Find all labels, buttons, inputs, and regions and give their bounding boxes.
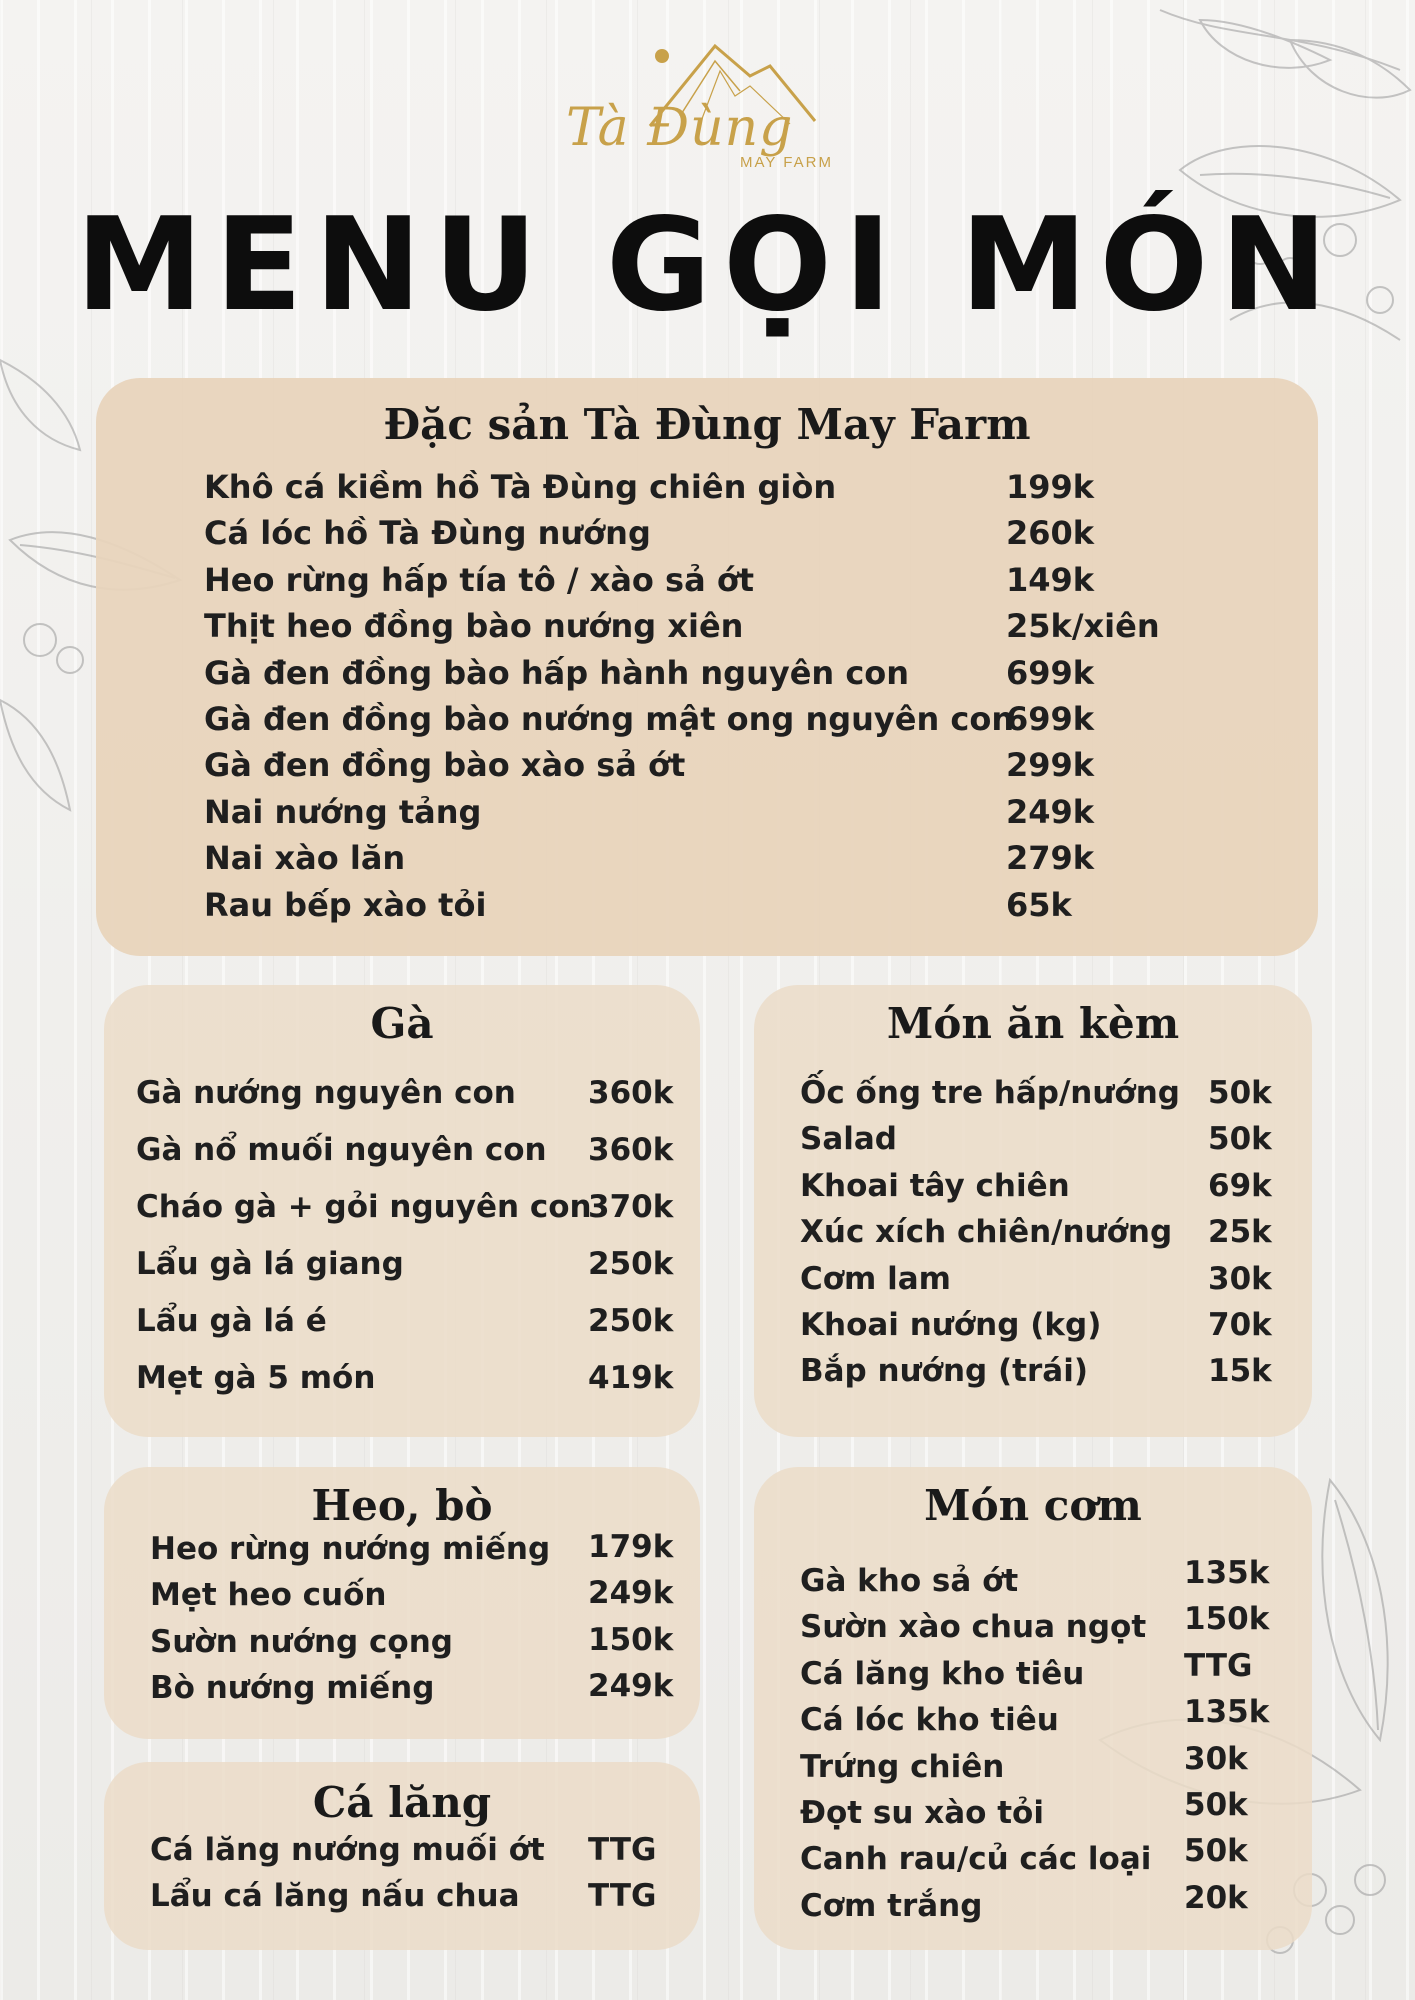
menu-item-name: Salad [800, 1121, 897, 1158]
menu-item-price: 65k [1006, 885, 1072, 924]
menu-item-price: 150k [1184, 1601, 1270, 1638]
section-heo-bo [104, 1467, 700, 1739]
menu-item-price: 149k [1006, 560, 1095, 599]
menu-item-name: Heo rừng hấp tía tô / xào sả ớt [204, 560, 755, 599]
sun-dot-icon [655, 49, 669, 63]
menu-item-price: 699k [1006, 653, 1095, 692]
menu-item-name: Thịt heo đồng bào nướng xiên [204, 607, 744, 646]
menu-item-price: TTG [588, 1832, 657, 1868]
menu-item-row [754, 1121, 1312, 1161]
menu-item-row [96, 607, 1318, 647]
menu-item-row [754, 1647, 1312, 1696]
menu-item-name: Mẹt gà 5 món [136, 1360, 376, 1396]
menu-item-name: Bò nướng miếng [150, 1670, 435, 1707]
menu-item-name: Cơm trắng [800, 1887, 983, 1924]
menu-item-price: 50k [1208, 1075, 1272, 1111]
menu-item-row [104, 1621, 700, 1664]
menu-item-row [104, 1303, 700, 1343]
menu-item-name: Ốc ống tre hấp/nướng [800, 1075, 1180, 1111]
menu-item-name: Khoai tây chiên [800, 1167, 1070, 1204]
menu-item-row [754, 1075, 1312, 1115]
menu-item-name: Gà kho sả ớt [800, 1563, 1019, 1599]
menu-item-row [754, 1833, 1312, 1881]
menu-item-row [96, 839, 1318, 879]
menu-item-row [104, 1670, 700, 1710]
menu-item-price: 30k [1208, 1260, 1272, 1297]
section-title: Đặc sản Tà Đùng May Farm [383, 400, 1031, 449]
menu-item-price: 249k [1006, 792, 1095, 831]
menu-item-name: Khoai nướng (kg) [800, 1307, 1102, 1343]
menu-item-name: Đọt su xào tỏi [800, 1795, 1044, 1831]
menu-item-price: 30k [1184, 1740, 1248, 1777]
menu-item-name: Xúc xích chiên/nướng [800, 1214, 1173, 1251]
section-title: Món cơm [924, 1481, 1142, 1530]
menu-item-price: TTG [1184, 1647, 1253, 1684]
menu-item-row [104, 1246, 700, 1286]
section-title: Món ăn kèm [886, 999, 1180, 1048]
menu-item-name: Sườn xào chua ngọt [800, 1609, 1147, 1646]
menu-item-price: 250k [588, 1246, 674, 1282]
menu-item-name: Lẩu gà lá é [136, 1303, 327, 1339]
menu-item-price: 50k [1184, 1787, 1248, 1823]
menu-item-row [754, 1601, 1312, 1649]
menu-item-name: Cá lăng kho tiêu [800, 1655, 1085, 1692]
menu-item-name: Gà nổ muối nguyên con [136, 1132, 547, 1168]
menu-item-price: 360k [588, 1132, 674, 1168]
section-mon-an-kem [754, 985, 1312, 1437]
menu-item-price: 50k [1184, 1833, 1248, 1870]
menu-item-price: 25k/xiên [1006, 607, 1160, 646]
menu-item-price: 135k [1184, 1694, 1270, 1731]
menu-item-name: Gà đen đồng bào xào sả ớt [204, 746, 686, 785]
menu-item-name: Rau bếp xào tỏi [204, 885, 487, 924]
section-title: Cá lăng [312, 1778, 492, 1827]
page-title: MENU GỌI MÓN [75, 191, 1340, 340]
menu-item-price: 179k [588, 1529, 674, 1565]
menu-item-row [754, 1353, 1312, 1393]
menu-item-row [754, 1168, 1312, 1208]
menu-item-row [104, 1075, 700, 1115]
menu-item-price: 199k [1006, 468, 1095, 506]
menu-item-row [96, 561, 1318, 601]
menu-item-row [104, 1832, 700, 1872]
menu-item-name: Gà đen đồng bào nướng mật ong nguyên con [204, 700, 1015, 738]
section-title: Gà [370, 999, 434, 1048]
section-dac-san [96, 378, 1318, 956]
menu-item-row [754, 1694, 1312, 1742]
menu-item-price: 699k [1006, 700, 1095, 738]
menu-item-price: 25k [1208, 1214, 1272, 1251]
menu-item-name: Cháo gà + gỏi nguyên con [136, 1189, 592, 1225]
menu-item-name: Khô cá kiềm hồ Tà Đùng chiên giòn [204, 468, 837, 506]
menu-item-row [754, 1787, 1312, 1835]
menu-item-price: 69k [1208, 1167, 1272, 1204]
menu-item-name: Cá lóc kho tiêu [800, 1702, 1059, 1739]
menu-item-row [104, 1189, 700, 1229]
menu-item-row [96, 746, 1318, 786]
menu-item-price: 150k [588, 1621, 674, 1658]
menu-item-row [754, 1879, 1312, 1928]
menu-item-name: Nai xào lăn [204, 839, 406, 878]
menu-item-row [104, 1878, 700, 1918]
menu-item-price: TTG [588, 1878, 657, 1915]
menu-item-row [104, 1577, 700, 1617]
menu-item-row [104, 1132, 700, 1172]
menu-item-name: Gà nướng nguyên con [136, 1075, 516, 1111]
menu-item-price: 20k [1184, 1879, 1248, 1916]
section-ca-lang [104, 1762, 700, 1950]
menu-item-name: Lẩu gà lá giang [136, 1246, 404, 1282]
menu-item-row [96, 700, 1318, 740]
menu-item-row [96, 654, 1318, 694]
menu-item-name: Mẹt heo cuốn [150, 1577, 387, 1614]
menu-item-name: Cá lóc hồ Tà Đùng nướng [204, 514, 651, 553]
menu-item-price: 260k [1006, 514, 1095, 553]
menu-item-row [754, 1261, 1312, 1301]
logo-script-text: Tà Đùng [566, 98, 794, 158]
menu-item-row [96, 468, 1318, 508]
menu-item-price: 135k [1184, 1555, 1270, 1591]
menu-item-row [96, 793, 1318, 833]
menu-item-price: 279k [1006, 839, 1095, 878]
menu-item-row [104, 1531, 700, 1571]
menu-item-name: Gà đen đồng bào hấp hành nguyên con [204, 653, 910, 692]
menu-item-name: Cá lăng nướng muối ớt [150, 1832, 545, 1868]
section-mon-com [754, 1467, 1312, 1950]
brand-logo [560, 36, 860, 196]
menu-item-price: 249k [588, 1668, 674, 1705]
logo-subtitle: MAY FARM [740, 154, 833, 171]
menu-item-name: Canh rau/củ các loại [800, 1841, 1152, 1878]
menu-item-price: 370k [588, 1189, 674, 1225]
menu-item-price: 299k [1006, 746, 1095, 785]
menu-item-price: 250k [588, 1303, 674, 1339]
menu-item-name: Bắp nướng (trái) [800, 1353, 1089, 1390]
menu-item-row [754, 1307, 1312, 1347]
menu-item-price: 360k [588, 1075, 674, 1111]
menu-item-price: 249k [588, 1575, 674, 1612]
menu-item-row [96, 886, 1318, 926]
menu-item-row [754, 1555, 1312, 1603]
section-ga [104, 985, 700, 1437]
menu-item-price: 15k [1208, 1353, 1272, 1390]
menu-item-row [104, 1360, 700, 1400]
menu-item-price: 419k [588, 1360, 674, 1396]
menu-item-row [754, 1214, 1312, 1254]
menu-item-name: Lẩu cá lăng nấu chua [150, 1878, 520, 1915]
section-title: Heo, bò [311, 1481, 493, 1530]
menu-item-name: Trứng chiên [800, 1748, 1005, 1785]
menu-item-price: 50k [1208, 1121, 1272, 1158]
menu-item-name: Heo rừng nướng miếng [150, 1531, 551, 1567]
menu-item-row [96, 514, 1318, 554]
menu-item-row [754, 1740, 1312, 1789]
menu-item-name: Sườn nướng cọng [150, 1623, 453, 1660]
menu-item-price: 70k [1208, 1307, 1272, 1343]
menu-item-name: Nai nướng tảng [204, 792, 482, 831]
menu-item-name: Cơm lam [800, 1260, 951, 1297]
